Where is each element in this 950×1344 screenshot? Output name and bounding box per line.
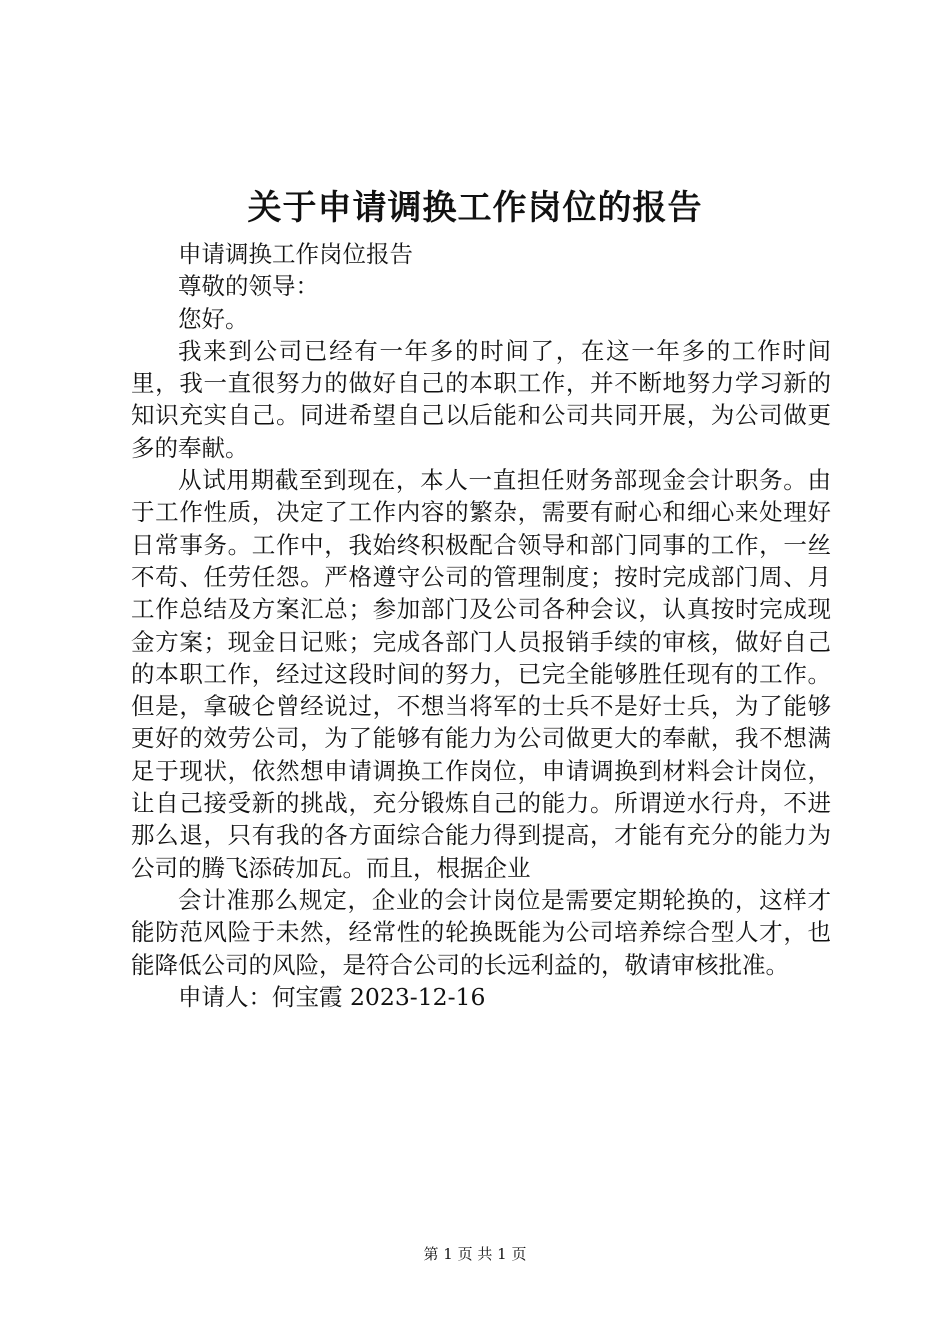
paragraph-intro: 我来到公司已经有一年多的时间了，在这一年多的工作时间里，我一直很努力的做好自己的本职工作，并不断地努力学习新的知识充实自己。同进希望自己以后能和公司共同开展，为公司做更多的奉献。 — [131, 336, 831, 462]
paragraph-subject: 申请调换工作岗位报告 — [178, 240, 413, 268]
paragraph-closing: 会计准那么规定，企业的会计岗位是需要定期轮换的，这样才能防范风险于未然，经常性的轮换既能为公司培养综合型人才，也能降低公司的风险，是符合公司的长远利益的，敬请审核批准。 — [131, 885, 831, 979]
page-footer: 第 1 页 共 1 页 — [423, 1245, 527, 1263]
document-body — [131, 238, 831, 1013]
document-title: 关于申请调换工作岗位的报告 — [247, 188, 703, 228]
paragraph-greeting: 您好。 — [178, 304, 249, 333]
paragraph-main: 从试用期截至到现在，本人一直担任财务部现金会计职务。由于工作性质，决定了工作内容的繁杂，需要有耐心和细心来处理好日常事务。工作中，我始终积极配合领导和部门同事的工作，一丝不苟、任劳任怨。严格遵守公司的管理制度；按时完成部门周、月工作总结及方案汇总；参加部门及公司各种会议，认真按时完成现金方案；现金日记账；完成各部门人员报销手续的审核，做好自己的本职工作，经过这段时间的努力，已完全能够胜任现有的工作。但是，拿破仑曾经说过，不想当将军的士兵不是好士兵，为了能够更好的效劳公司，为了能够有能力为公司做更大的奉献，我不想满足于现状，依然想申请调换工作岗位，申请调换到材料会计岗位，让自己接受新的挑战，充分锻炼自己的能力。所谓逆水行舟，不进那么退，只有我的各方面综合能力得到提高，才能有充分的能力为公司的腾飞添砖加瓦。而且，根据企业 — [131, 466, 831, 882]
paragraph-salutation: 尊敬的领导： — [178, 272, 319, 301]
paragraph-signature: 申请人：何宝霞 2023-12-16 — [178, 982, 486, 1011]
